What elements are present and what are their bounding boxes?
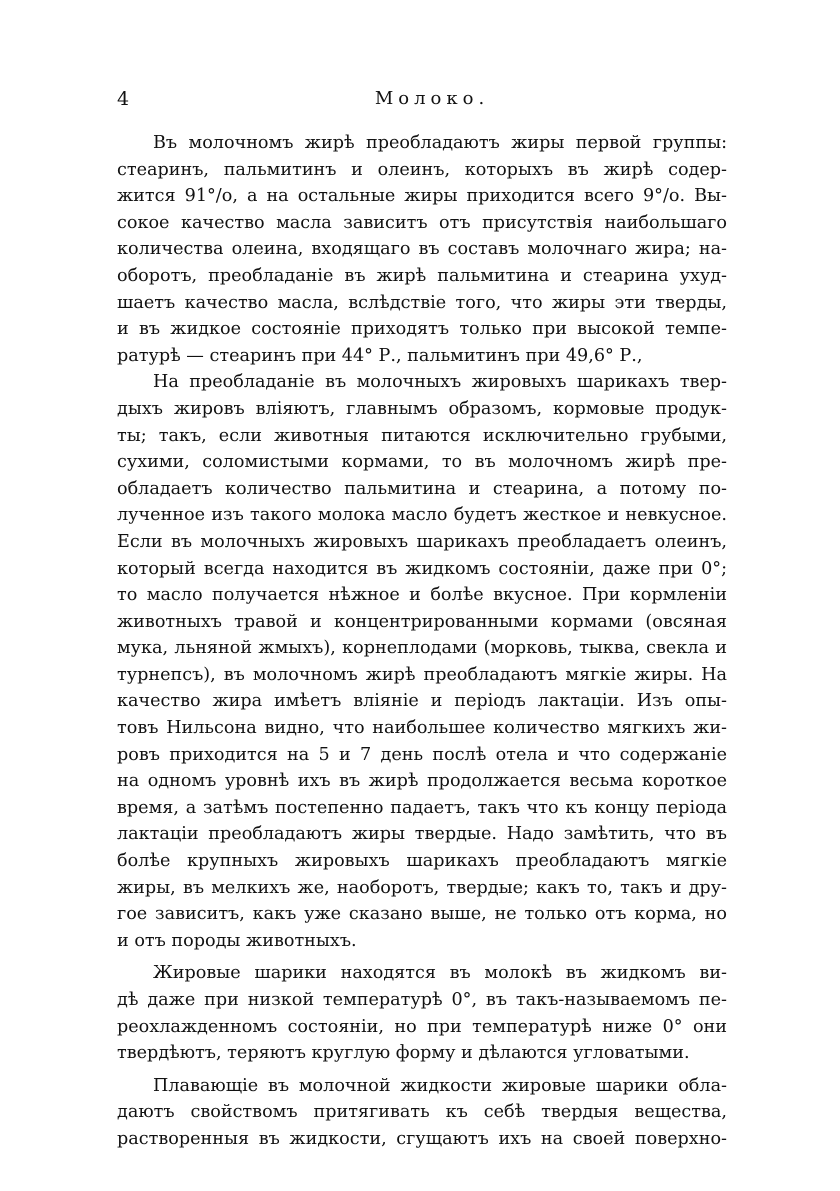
text-line: Плавающіе въ молочной жидкости жировые шарики обла- bbox=[153, 1075, 727, 1096]
text-line: то масло получается нѣжное и болѣе вкусное. При кормленіи bbox=[117, 585, 727, 606]
text-line: реохлажденномъ состояніи, но при температурѣ ниже 0° они bbox=[117, 1016, 727, 1037]
text-line: жится 91°/о, а на остальные жиры приходится всего 9°/о. Вы- bbox=[117, 186, 727, 207]
text-line: Жировые шарики находятся въ молокѣ въ жидкомъ ви- bbox=[153, 963, 727, 984]
paragraph bbox=[117, 960, 727, 1066]
paragraph bbox=[117, 369, 727, 954]
text-line: время, а затѣмъ постепенно падаетъ, такъ что къ концу періода bbox=[117, 797, 727, 818]
running-header bbox=[117, 88, 727, 116]
text-line: животныхъ травой и концентрированными кормами (овсяная bbox=[117, 611, 727, 632]
text-line: мука, льняной жмыхъ), корнеплодами (морковь, тыква, свекла и bbox=[117, 638, 727, 659]
text-line: даютъ свойствомъ притягивать къ себѣ твердыя вещества, bbox=[117, 1102, 727, 1123]
text-line: растворенныя въ жидкости, сгущаютъ ихъ на своей поверхно- bbox=[117, 1128, 727, 1149]
text-line: ратурѣ — стеаринъ при 44° Р., пальмитинъ при 49,6° Р., bbox=[117, 345, 643, 366]
text-line: Въ молочномъ жирѣ преобладаютъ жиры первой группы: bbox=[153, 133, 727, 153]
text-line: который всегда находится въ жидкомъ состояніи, даже при 0°; bbox=[117, 558, 727, 579]
paragraph bbox=[117, 130, 727, 369]
paragraph bbox=[117, 1073, 727, 1153]
text-line: товъ Нильсона видно, что наибольшее количество мягкихъ жи- bbox=[117, 718, 727, 739]
text-line: лактаціи преобладаютъ жиры твердые. Надо замѣтить, что въ bbox=[117, 824, 727, 845]
text-line: твердѣютъ, теряютъ круглую форму и дѣлаются угловатыми. bbox=[117, 1043, 690, 1064]
text-line: Если въ молочныхъ жировыхъ шарикахъ преобладаетъ олеинъ, bbox=[117, 531, 727, 552]
text-line: гое зависитъ, какъ уже сказано выше, не только отъ корма, но bbox=[117, 904, 727, 925]
text-line: жиры, въ мелкихъ же, наоборотъ, твердые; какъ то, такъ и дру- bbox=[117, 877, 727, 898]
text-line: дыхъ жировъ вліяютъ, главнымъ образомъ, кормовые продук- bbox=[117, 398, 727, 419]
text-line: болѣе крупныхъ жировыхъ шарикахъ преобладаютъ мягкіе bbox=[117, 851, 727, 872]
text-line: ты; такъ, если животныя питаются исключительно грубыми, bbox=[117, 425, 727, 446]
page-number: 4 bbox=[117, 88, 130, 110]
text-line: турнепсъ), въ молочномъ жирѣ преобладаютъ мягкіе жиры. На bbox=[117, 664, 727, 685]
text-line: шаетъ качество масла, вслѣдствіе того, что жиры эти тверды, bbox=[117, 292, 727, 313]
body-text bbox=[117, 130, 727, 1153]
text-line: обладаетъ количество пальмитина и стеарина, а потому по- bbox=[117, 478, 727, 499]
text-line: количества олеина, входящаго въ составъ молочнаго жира; на- bbox=[117, 239, 727, 260]
book-page bbox=[117, 88, 727, 1153]
text-line: на одномъ уровнѣ ихъ въ жирѣ продолжается весьма короткое bbox=[117, 771, 727, 792]
text-line: сухими, соломистыми кормами, то въ молочномъ жирѣ пре- bbox=[117, 452, 727, 473]
text-line: качество жира имѣетъ вліяніе и періодъ лактаціи. Изъ опы- bbox=[117, 691, 727, 712]
text-line: сокое качество масла зависитъ отъ присутствія наибольшаго bbox=[117, 212, 727, 233]
text-line: стеаринъ, пальмитинъ и олеинъ, которыхъ въ жирѣ содер- bbox=[117, 159, 727, 180]
text-line: На преобладаніе въ молочныхъ жировыхъ шарикахъ твер- bbox=[153, 372, 727, 393]
text-line: оборотъ, преобладаніе въ жирѣ пальмитина и стеарина ухуд- bbox=[117, 265, 727, 286]
text-line: лученное изъ такого молока масло будетъ жесткое и невкусное. bbox=[117, 505, 727, 526]
text-line: дѣ даже при низкой температурѣ 0°, въ такъ-называемомъ пе- bbox=[117, 990, 727, 1010]
page-title: Молоко. bbox=[374, 88, 490, 109]
text-line: и отъ породы животныхъ. bbox=[117, 930, 357, 951]
text-line: ровъ приходится на 5 и 7 день послѣ отела и что содержаніе bbox=[117, 744, 727, 765]
text-line: и въ жидкое состояніе приходятъ только при высокой темпе- bbox=[117, 319, 727, 340]
